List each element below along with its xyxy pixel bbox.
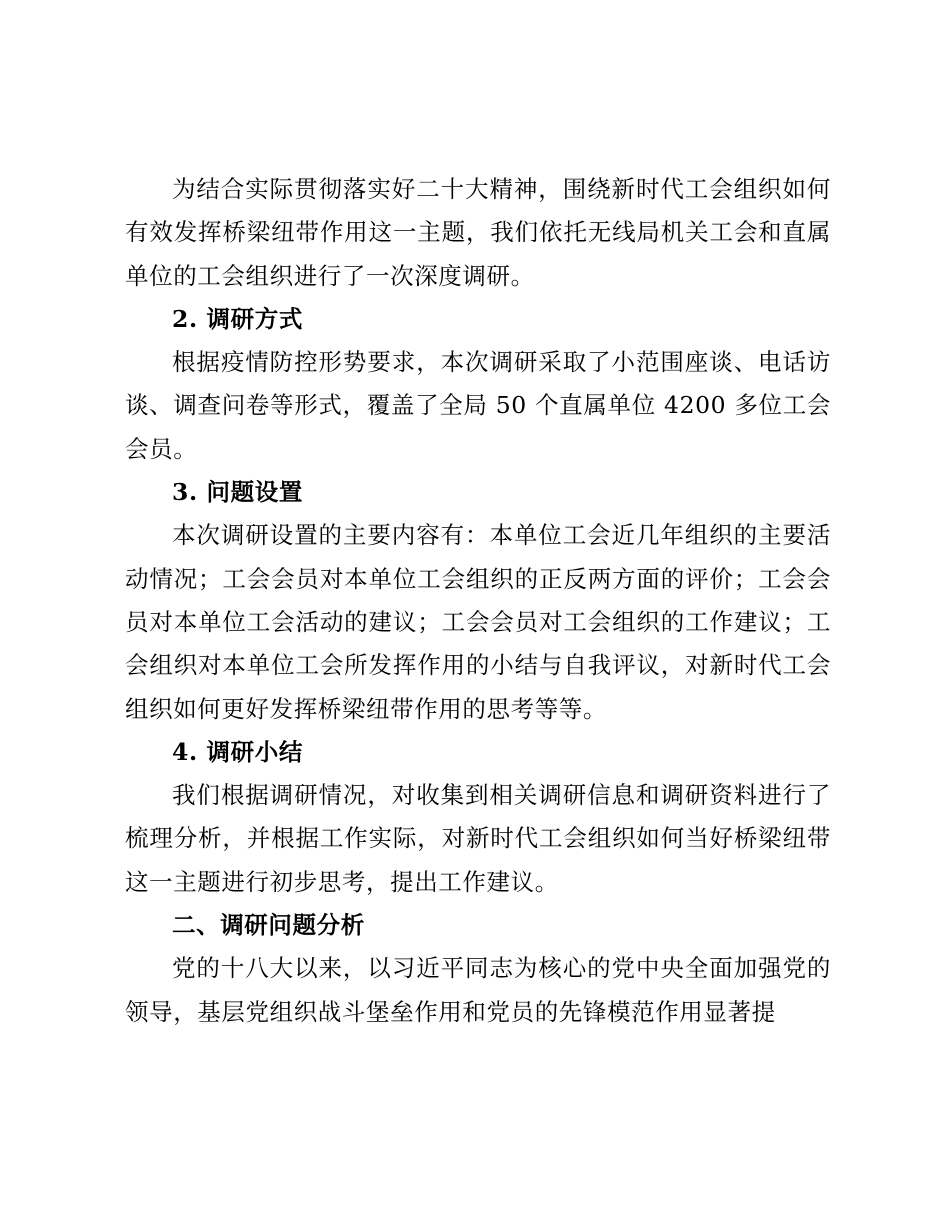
- paragraph-question-setting: 本次调研设置的主要内容有：本单位工会近几年组织的主要活动情况；工会会员对本单位工会组织的正反两方面的评价；工会会员对本单位工会活动的建议；工会会员对工会组织的工作建议；工会组织对本单位工会所发挥作用的小结与自我评议，对新时代工会组织如何更好发挥桥梁纽带作用的思考等等。: [125, 521, 831, 723]
- heading-research-method: 2. 调研方式: [172, 304, 303, 333]
- heading-problem-analysis: 二、调研问题分析: [172, 911, 365, 940]
- heading-research-summary: 4. 调研小结: [172, 737, 303, 766]
- paragraph-research-purpose: 为结合实际贯彻落实好二十大精神，围绕新时代工会组织如何有效发挥桥梁纽带作用这一主题，我们依托无线局机关工会和直属单位的工会组织进行了一次深度调研。: [125, 175, 831, 290]
- paragraph-problem-analysis: 党的十八大以来，以习近平同志为核心的党中央全面加强党的领导，基层党组织战斗堡垒作用和党员的先锋模范作用显著提: [125, 954, 831, 1026]
- heading-question-setting: 3. 问题设置: [172, 478, 303, 507]
- document-page: [125, 168, 831, 1034]
- paragraph-research-summary: 我们根据调研情况，对收集到相关调研信息和调研资料进行了梳理分析，并根据工作实际，对新时代工会组织如何当好桥梁纽带这一主题进行初步思考，提出工作建议。: [125, 781, 831, 896]
- paragraph-research-method: 根据疫情防控形势要求，本次调研采取了小范围座谈、电话访谈、调查问卷等形式，覆盖了全局 50 个直属单位 4200 多位工会会员。: [125, 348, 831, 463]
